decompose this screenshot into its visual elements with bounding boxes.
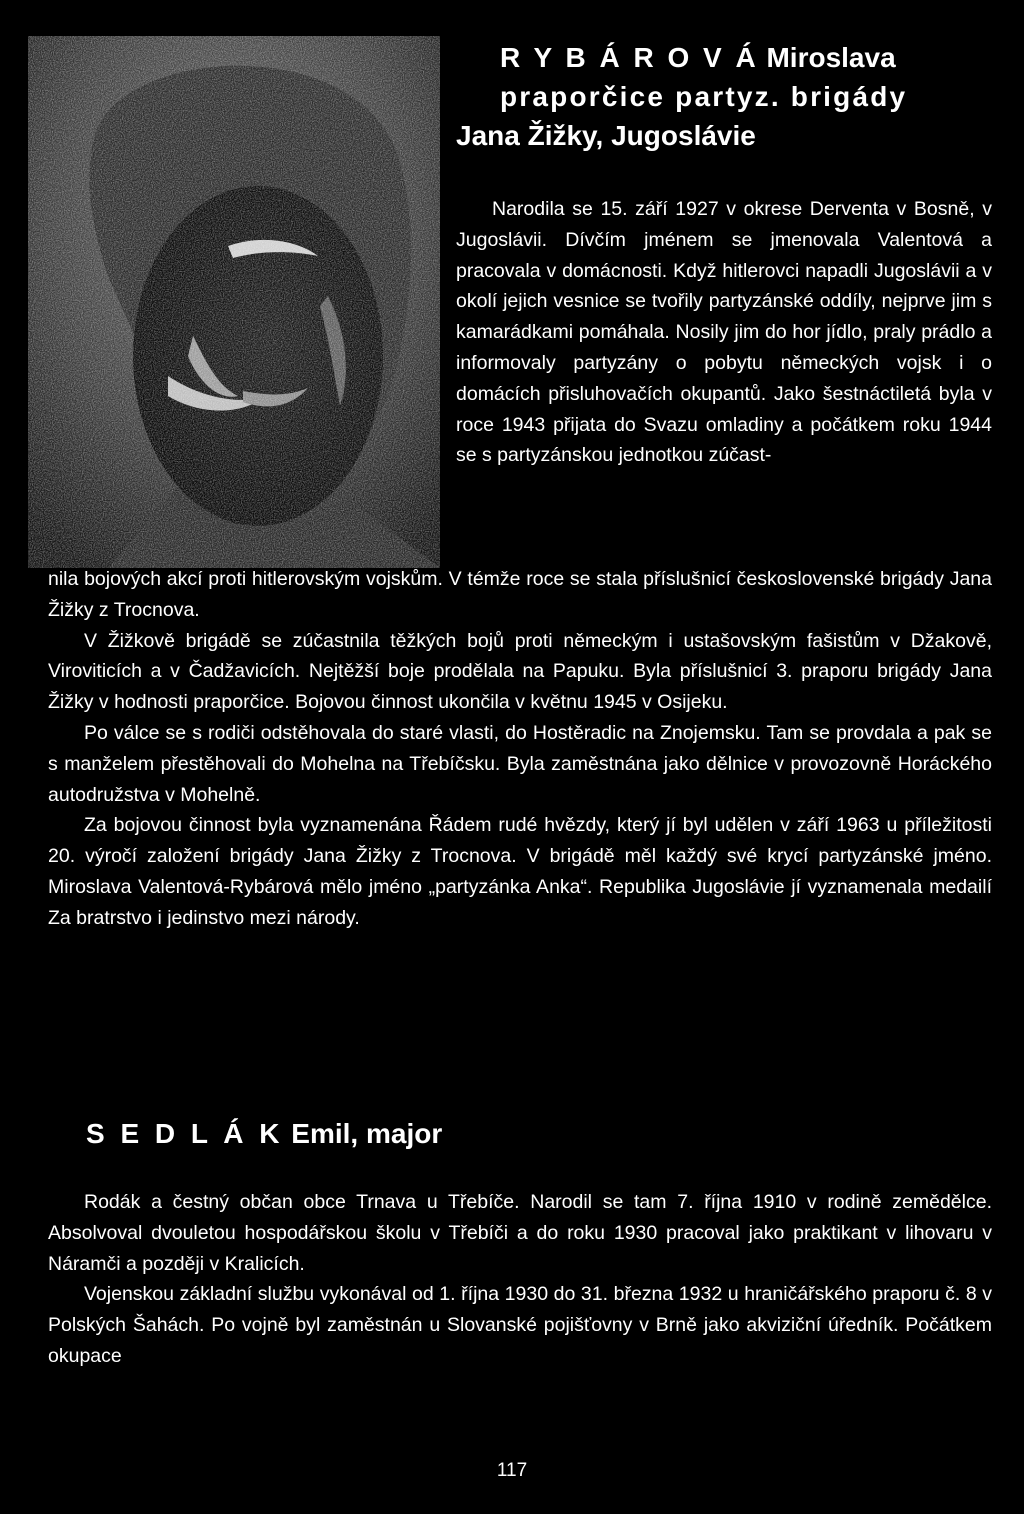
page-number: 117 [496, 1460, 528, 1481]
entry-surname: S E D L Á K [86, 1118, 284, 1149]
entry-paragraph: V Žižkově brigádě se zúčastnila těžkých bojů proti německým i ustašovským fašistům v Džakově, Viroviticích a v Čadžavicích. Nejtěžší boje prodělala na Papuku. Byla příslušnicí 3. praporu brigády Jana Žižky v hodnosti praporčice. Bojovou činnost ukončila v květnu 1945 v Osijeku. [48, 629, 992, 714]
entry-rank-line: praporčice partyz. brigády [500, 81, 908, 112]
portrait-image [28, 36, 440, 568]
entry-heading [456, 38, 1000, 155]
entry-paragraph: Vojenskou základní službu vykonával od 1. října 1930 do 31. března 1932 u hraničářského praporu č. 8 v Polských Šahách. Po vojně byl zaměstnán u Slovanské pojišťovny v Brně jako akviziční úředník. Počátkem okupace [48, 1283, 992, 1367]
entry-body [48, 1187, 992, 1372]
portrait-photo [28, 36, 440, 568]
entry-paragraph: Rodák a čestný občan obce Trnava u Třebíče. Narodil se tam 7. října 1910 v rodině zemědělce. Absolvoval dvouletou hospodářskou školu v Třebíči a do roku 1930 pracoval jako praktikant v lihovaru v Náramči a později v Kralicích. [48, 1191, 992, 1275]
entry-paragraph: nila bojových akcí proti hitlerovským vojskům. V témže roce se stala příslušnicí československé brigády Jana Žižky z Trocnova. [48, 568, 992, 621]
entry-given-name: Miroslava [766, 42, 896, 73]
entry-column-text [456, 194, 992, 471]
entry-unit-line: Jana Žižky, Jugoslávie [456, 120, 756, 151]
entry-paragraph: Narodila se 15. září 1927 v okrese Derventa v Bosně, v Jugoslávii. Dívčím jménem se jmenovala Valentová a pracovala v domácnosti. Když hitlerovci napadli Jugoslávii a v okolí jejich vesnice se tvořily partyzánské oddíly, nejprve jim s kamarádkami pomáhala. Nosily jim do hor jídlo, praly prádlo a informovaly partyzány o pobytu německých vojsk i o domácích přisluhovačích okupantů. Jako šestnáctiletá byla v roce 1943 přijata do Svazu omladiny a počátkem roku 1944 se s partyzánskou jednotkou zúčast- [456, 198, 992, 467]
entry-surname: R Y B Á R O V Á [500, 42, 759, 73]
entry-paragraph: Po válce se s rodiči odstěhovala do staré vlasti, do Hostěradic na Znojemsku. Tam se provdala a pak se s manželem přestěhovali do Mohelna na Třebíčsku. Byla zaměstnána jako dělnice v provozovně Horáckého autodružstva v Mohelně. [48, 721, 992, 806]
entry-paragraph: Za bojovou činnost byla vyznamenána Řádem rudé hvězdy, který jí byl udělen v září 1963 u příležitosti 20. výročí založení brigády Jana Žižky z Trocnova. V brigádě měl každý své krycí partyzánské jméno. Miroslava Valentová-Rybárová mělo jméno „partyzánka Anka“. Republika Jugoslávie jí vyznamenala medailí Za bratrstvo i jedinstvo mezi národy. [48, 814, 992, 929]
entry-given-name: Emil, major [291, 1118, 443, 1149]
entry-heading [86, 1118, 442, 1150]
entry-body [48, 564, 992, 934]
